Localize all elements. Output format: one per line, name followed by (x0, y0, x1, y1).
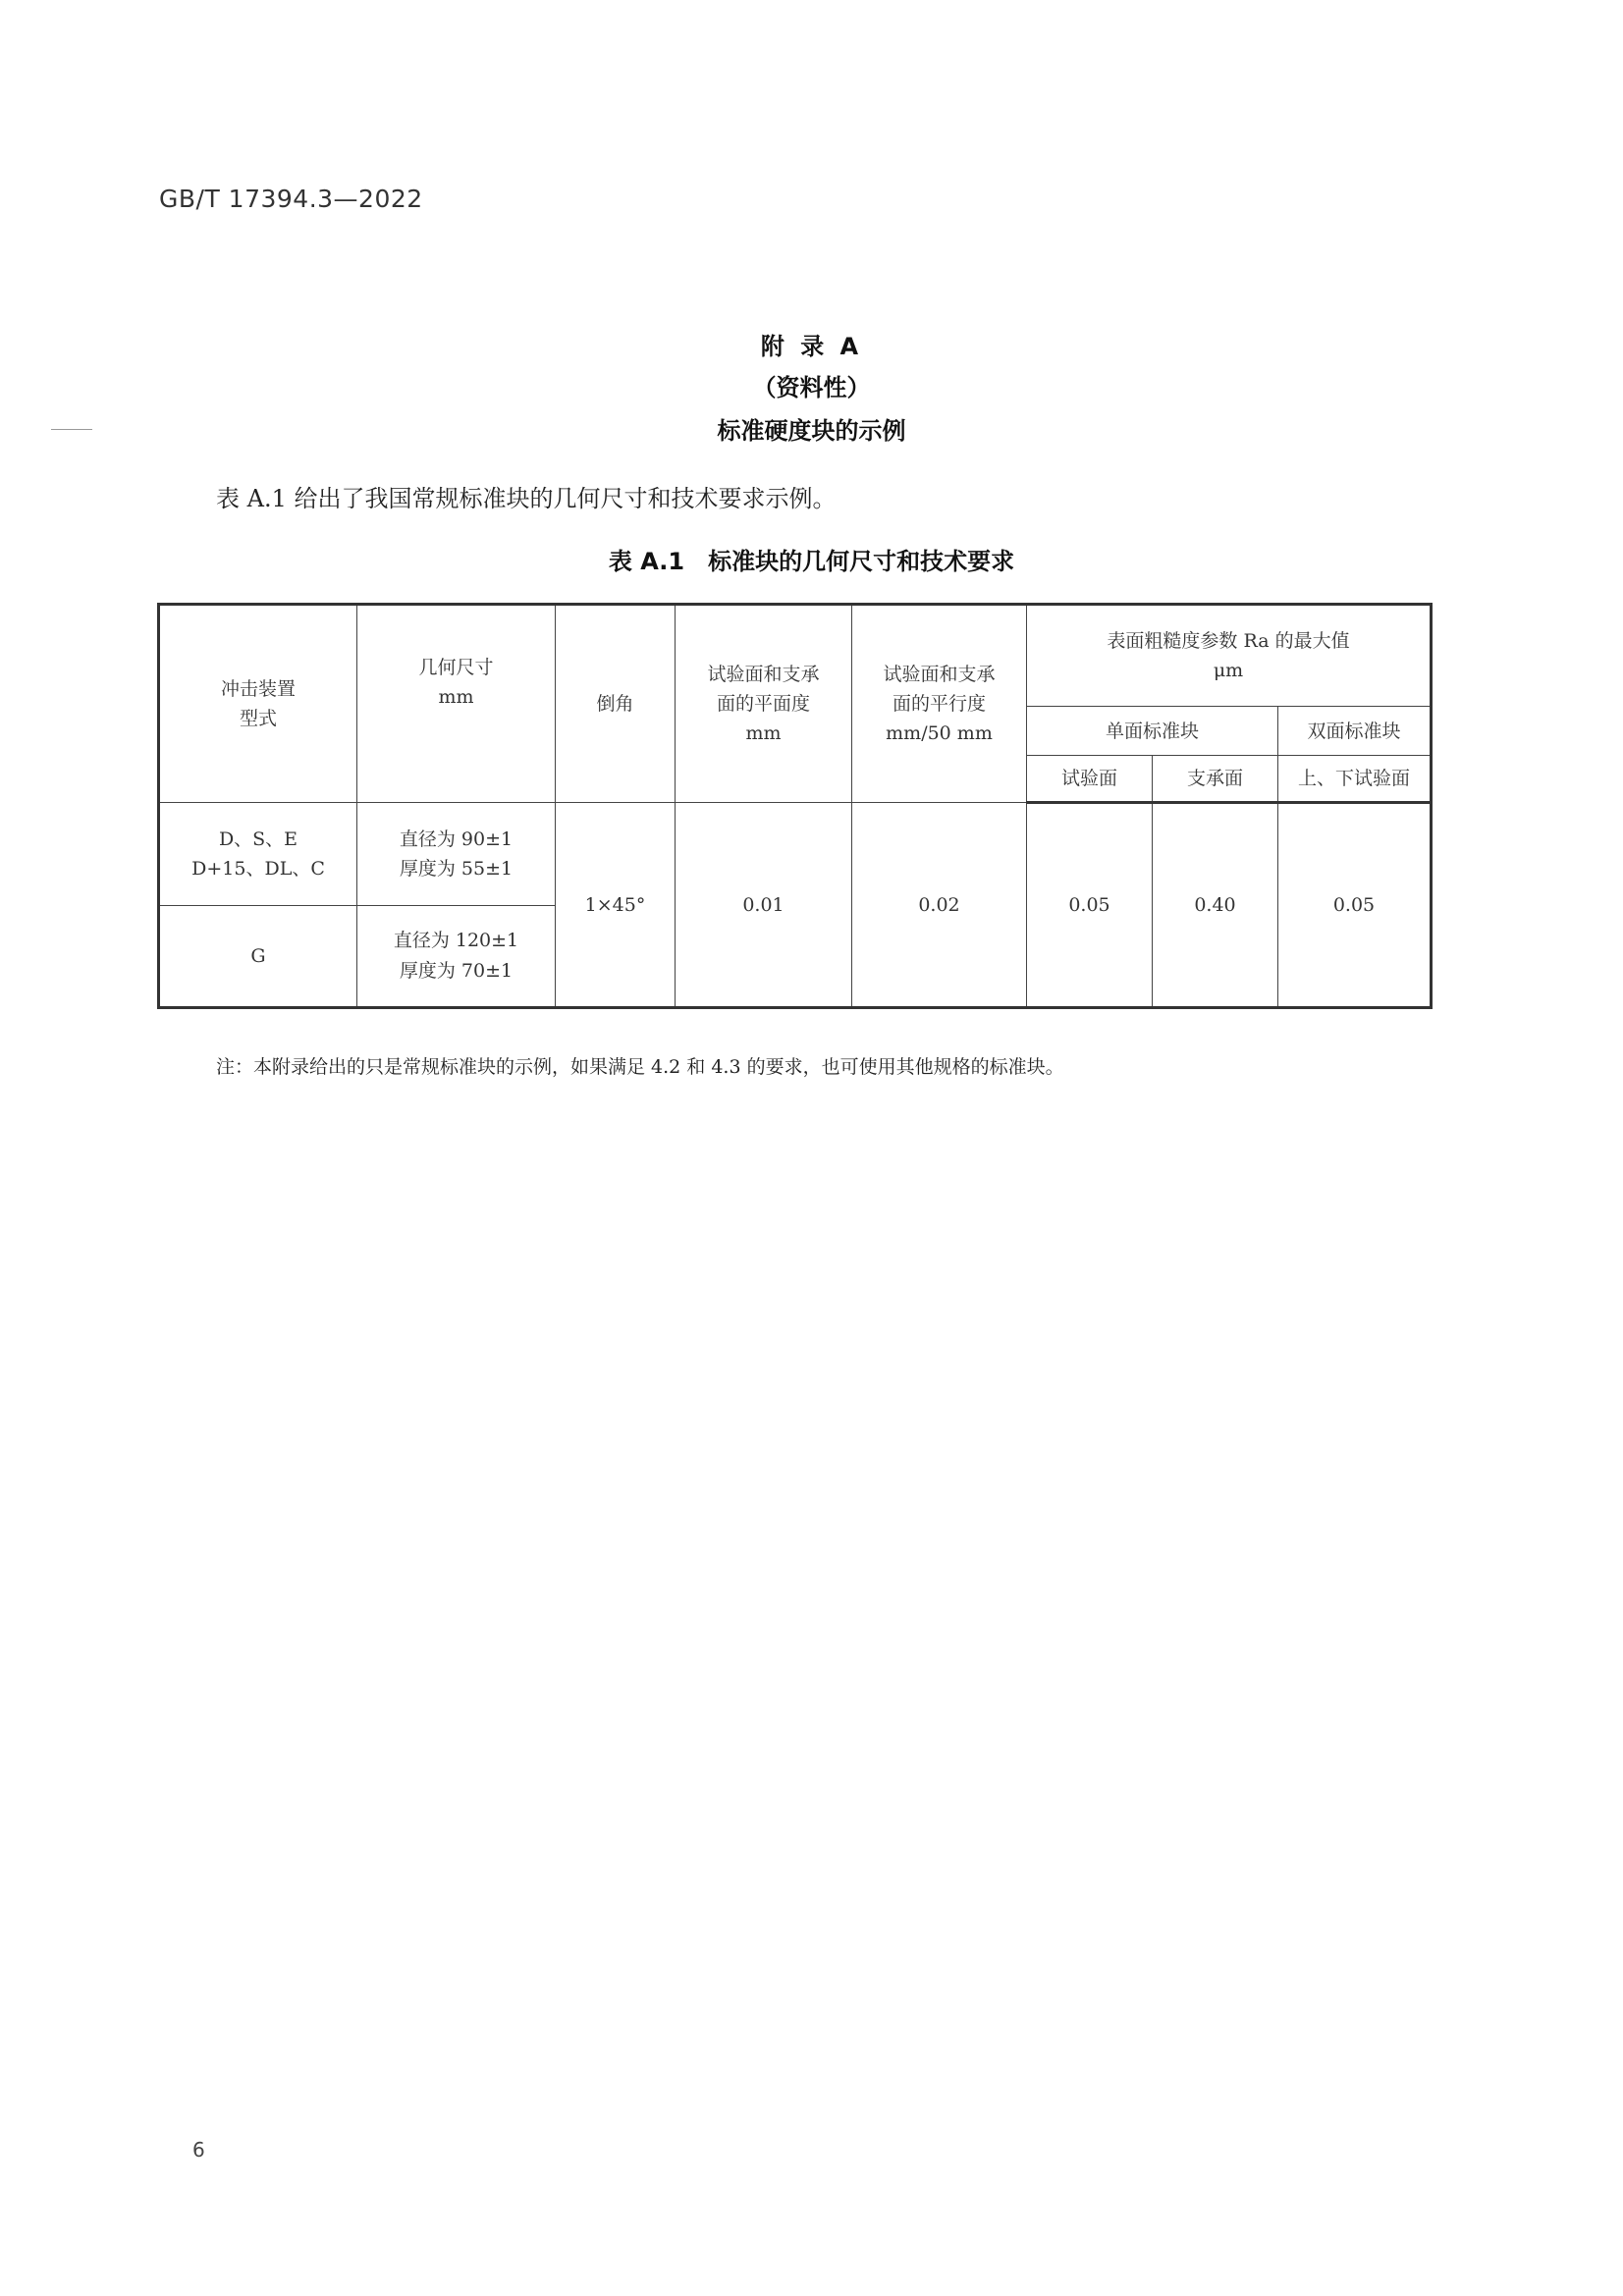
table-note: 注：本附录给出的只是常规标准块的示例，如果满足 4.2 和 4.3 的要求，也可使用其他规格的标准块。 (216, 1056, 1064, 1078)
annex-title: 标准硬度块的示例 (717, 417, 906, 445)
support-face-ra-value: 0.40 (1153, 803, 1278, 1008)
header-support-face: 支承面 (1153, 756, 1278, 803)
flatness-value: 0.01 (676, 803, 852, 1008)
header-single-block: 单面标准块 (1027, 707, 1278, 756)
header-upper-lower-faces: 上、下试验面 (1278, 756, 1432, 803)
annex-label: 附 录 A (760, 333, 863, 360)
annex-nature: （资料性） (752, 374, 871, 401)
parallelism-value: 0.02 (852, 803, 1027, 1008)
header-chamfer: 倒角 (556, 605, 676, 803)
row-2-geometry: 直径为 120±1 厚度为 70±1 (357, 905, 556, 1007)
row-1-device-type: D、S、E D+15、DL、C (159, 803, 357, 905)
table-caption: 表 A.1 标准块的几何尺寸和技术要求 (608, 548, 1015, 575)
row-1-geometry: 直径为 90±1 厚度为 55±1 (357, 803, 556, 905)
header-flatness: 试验面和支承 面的平面度 mm (676, 605, 852, 803)
standard-code: GB/T 17394.3—2022 (159, 185, 423, 213)
intro-paragraph: 表 A.1 给出了我国常规标准块的几何尺寸和技术要求示例。 (216, 485, 837, 512)
header-geometry: 几何尺寸 mm (357, 605, 556, 803)
double-face-ra-value: 0.05 (1278, 803, 1432, 1008)
standard-block-table (157, 603, 1433, 1009)
chamfer-value: 1×45° (556, 803, 676, 1008)
header-roughness: 表面粗糙度参数 Ra 的最大值 μm (1027, 605, 1432, 707)
row-2-device-type: G (159, 905, 357, 1007)
page-number: 6 (192, 2138, 205, 2162)
header-parallelism: 试验面和支承 面的平行度 mm/50 mm (852, 605, 1027, 803)
test-face-ra-value: 0.05 (1027, 803, 1153, 1008)
header-device-type: 冲击装置 型式 (159, 605, 357, 803)
header-double-block: 双面标准块 (1278, 707, 1432, 756)
header-test-face: 试验面 (1027, 756, 1153, 803)
